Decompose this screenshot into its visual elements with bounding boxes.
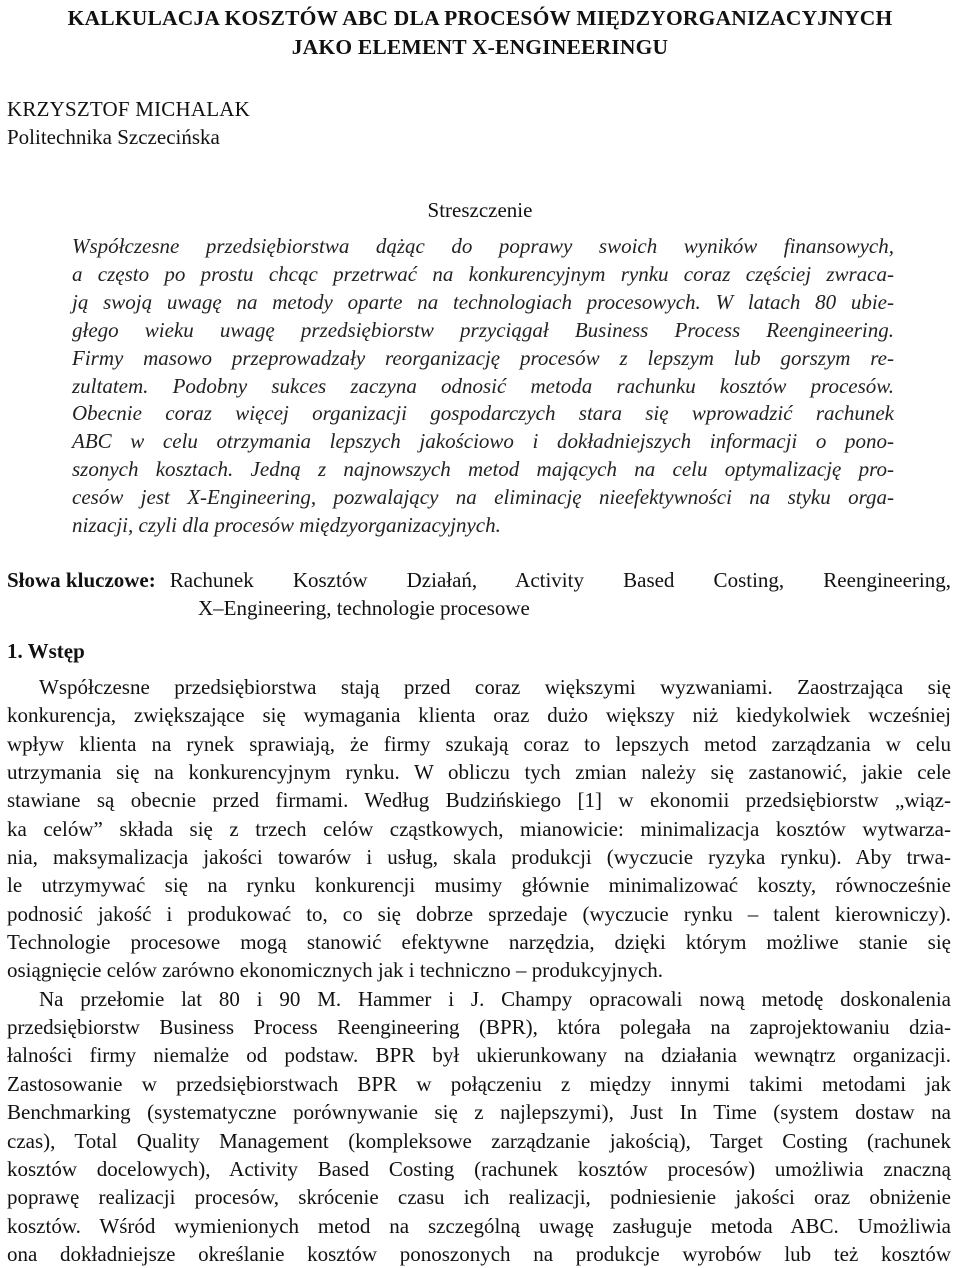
body-line: poprawę realizacji procesów, skrócenie czasu ich realizacji, podniesienie jakości oraz obniżenie <box>7 1185 951 1210</box>
body-line: czas), Total Quality Management (kompleksowe zarządzanie jakością), Target Costing (rachunek <box>7 1128 951 1153</box>
author-name: KRZYSZTOF MICHALAK <box>7 97 250 121</box>
author-affiliation: Politechnika Szczecińska <box>7 125 220 149</box>
abstract-line: głego wieku uwagę przedsiębiorstw przyciągał Business Process Reengineering. <box>72 317 894 342</box>
abstract-line: Obecnie coraz więcej organizacji gospodarczych stara się wprowadzić rachunek <box>72 401 894 426</box>
abstract-line: ABC w celu otrzymania lepszych jakościowo i dokładniejszych informacji o pono- <box>72 429 894 454</box>
body-line: osiągnięcie celów zarówno ekonomicznych jak i techniczno – produkcyjnych. <box>7 958 664 983</box>
body-line: nia, maksymalizacja jakości towarów i usług, skala produkcji (wyczucie ryzyka rynku). Aby trwa- <box>7 845 951 870</box>
section-heading: 1. Wstęp <box>7 639 85 663</box>
body-line: przedsiębiorstw Business Process Reengineering (BPR), która polegała na zaprojektowaniu dzia- <box>7 1015 951 1040</box>
body-line: podnosić jakość i produkować to, co się dobrze sprzedaje (wyczucie rynku – talent kierowniczy). <box>7 901 951 926</box>
body-line: Technologie procesowe mogą stanowić efektywne narzędzia, dzięki którym możliwe stanie się <box>7 930 951 955</box>
body-line: le utrzymywać się na rynku konkurencji musimy głównie minimalizować koszty, równocześnie <box>7 873 951 898</box>
keywords-list-line-1: Rachunek Kosztów Działań, Activity Based Costing, Reengineering, <box>169 568 951 592</box>
keywords <box>7 566 951 622</box>
abstract-line: Firmy masowo przeprowadzały reorganizację procesów z lepszym lub gorszym re- <box>72 345 894 370</box>
abstract-line: ją swoją uwagę na metody oparte na technologiach procesowych. W latach 80 ubie- <box>72 289 894 314</box>
keywords-list-line-2: X–Engineering, technologie procesowe <box>198 596 530 620</box>
body-line: kosztów. Wśród wymienionych metod na szczególną uwagę zasługuje metoda ABC. Umożliwia <box>7 1213 951 1238</box>
body-line: łalności firmy niemalże od podstaw. BPR był ukierunkowany na działania wewnątrz organizacji. <box>7 1043 951 1068</box>
abstract-line: zultatem. Podobny sukces zaczyna odnosić metoda rachunku kosztów procesów. <box>72 373 894 398</box>
section-body <box>7 673 951 1268</box>
body-line: stawiane są obecnie przed firmami. Według Budzińskiego [1] w ekonomii przedsiębiorstw „wiąz- <box>7 788 951 813</box>
body-line: utrzymania się na konkurencyjnym rynku. W obliczu tych zmian należy się zastanowić, jakie cele <box>7 760 951 785</box>
paper-title-line-2: JAKO ELEMENT X-ENGINEERINGU <box>291 35 669 59</box>
abstract-text <box>72 233 894 540</box>
abstract-line: nizacji, czyli dla procesów międzyorganizacyjnych. <box>72 513 501 538</box>
body-line: kosztów docelowych), Activity Based Costing (rachunek kosztów procesów) umożliwia znaczną <box>7 1156 951 1181</box>
body-line: Zastosowanie w przedsiębiorstwach BPR w połączeniu z między innymi takimi metodami jak <box>7 1071 951 1096</box>
body-line: ka celów” składa się z trzech celów cząstkowych, mianowicie: minimalizacja kosztów wytwarza- <box>7 816 951 841</box>
paper-title-line-1: KALKULACJA KOSZTÓW ABC DLA PROCESÓW MIĘDZYORGANIZACYJNYCH <box>67 6 893 30</box>
body-line: Na przełomie lat 80 i 90 M. Hammer i J. Champy opracowali nową metodę doskonalenia <box>39 986 951 1011</box>
body-line: Współczesne przedsiębiorstwa stają przed coraz większymi wyzwaniami. Zaostrzająca się <box>39 675 951 699</box>
body-line: ona dokładniejsze określanie kosztów ponoszonych na produkcje wyrobów lub też kosztów <box>7 1241 951 1266</box>
abstract-heading: Streszczenie <box>427 198 533 222</box>
paper-title <box>0 4 960 62</box>
body-line: konkurencja, zwiększające się wymagania klienta oraz dużo większy niż kiedykolwiek wcześniej <box>7 703 951 728</box>
abstract-line: Współczesne przedsiębiorstwa dążąc do poprawy swoich wyników finansowych, <box>72 234 894 258</box>
body-line: wpływ klienta na rynek sprawiają, że firmy szukają coraz to lepszych metod zarządzania w celu <box>7 731 951 756</box>
body-line: Benchmarking (systematyczne porównywanie się z najlepszymi), Just In Time (system dostaw na <box>7 1100 951 1125</box>
abstract-line: a często po prostu chcąc przetrwać na konkurencyjnym rynku coraz częściej zwraca- <box>72 261 894 286</box>
abstract-line: szonych kosztach. Jedną z najnowszych metod mających na celu optymalizację pro- <box>72 457 894 482</box>
keywords-label: Słowa kluczowe: <box>7 568 156 592</box>
abstract-line: cesów jest X-Engineering, pozwalający na eliminację nieefektywności na styku orga- <box>72 485 894 510</box>
